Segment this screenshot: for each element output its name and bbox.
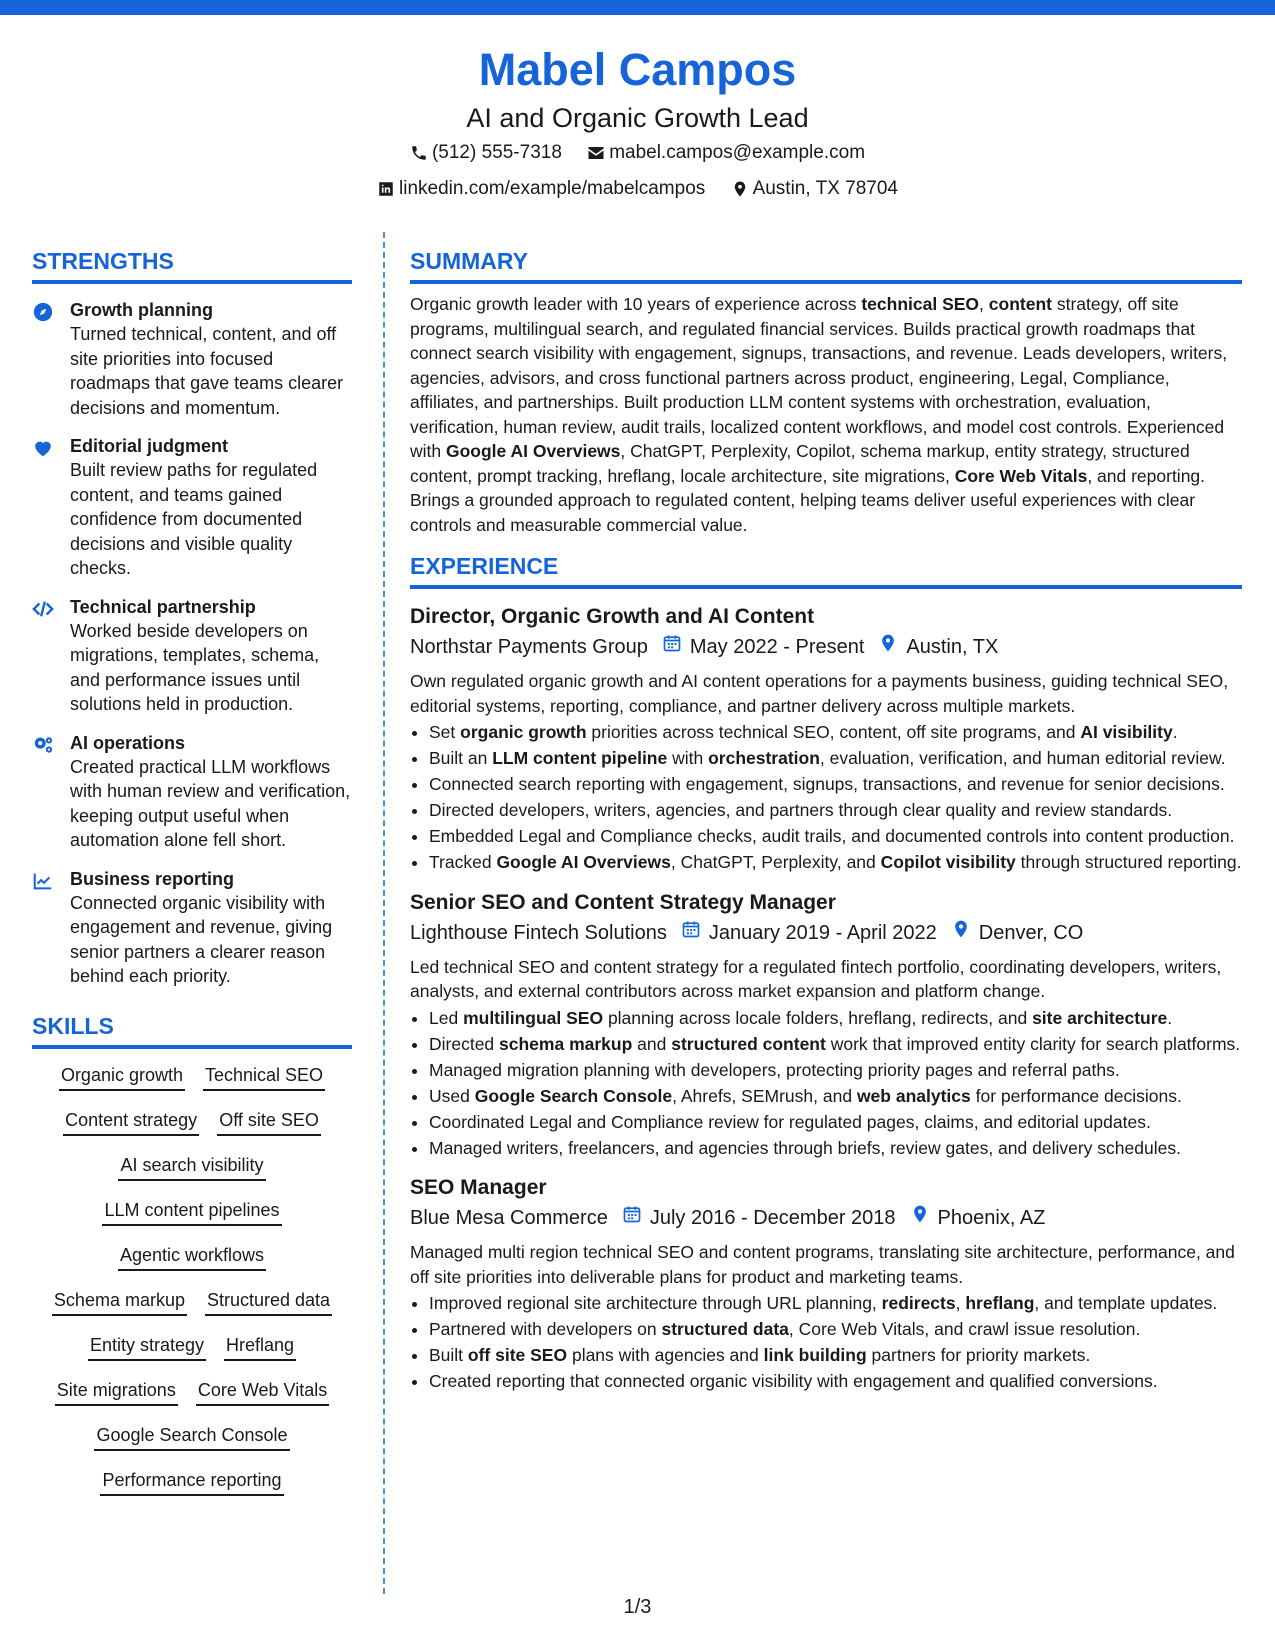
bullet-item xyxy=(429,1343,1242,1368)
bold-text: orchestration xyxy=(708,748,820,768)
job-location: Phoenix, AZ xyxy=(937,1207,1046,1229)
chart-line-icon xyxy=(32,867,70,989)
skill-row xyxy=(32,1153,352,1198)
bullet-item xyxy=(429,720,1242,745)
strength-title: Editorial judgment xyxy=(70,436,229,456)
bold-text: redirects xyxy=(881,1293,956,1313)
gears-icon xyxy=(32,731,70,853)
text: Coordinated Legal and Compliance review for regulated pages, claims, and editorial updates. xyxy=(429,1111,1151,1132)
resume-header xyxy=(0,40,1275,208)
bold-text: schema markup xyxy=(499,1033,633,1054)
skill-row xyxy=(32,1423,352,1468)
map-pin-icon xyxy=(937,919,979,947)
skill-tag: AI search visibility xyxy=(118,1153,265,1181)
text: Partnered with developers on xyxy=(429,1319,662,1339)
phone-text: (512) 555-7318 xyxy=(431,142,562,163)
text: , Ahrefs, SEMrush, and xyxy=(672,1085,857,1106)
text: Used xyxy=(429,1085,475,1106)
skill-tag: LLM content pipelines xyxy=(102,1198,281,1226)
text: Managed writers, freelancers, and agencies through briefs, review gates, and delivery schedules. xyxy=(429,1137,1181,1158)
phone-icon xyxy=(410,144,428,162)
phone-contact[interactable] xyxy=(410,138,562,168)
bold-text: technical SEO xyxy=(861,294,980,314)
bullet-item xyxy=(429,824,1242,849)
company-name: Lighthouse Fintech Solutions xyxy=(410,921,667,944)
job-meta xyxy=(410,633,1242,661)
page-number: 1/3 xyxy=(623,1596,652,1618)
bullet-item xyxy=(429,1136,1242,1161)
strength-item xyxy=(32,298,352,420)
bullet-item xyxy=(429,772,1242,797)
bullet-item xyxy=(429,746,1242,771)
compass-icon xyxy=(32,298,70,420)
job-meta xyxy=(410,919,1242,947)
skill-tag: Google Search Console xyxy=(94,1423,289,1451)
map-pin-icon xyxy=(896,1204,938,1232)
bold-text: organic growth xyxy=(460,722,587,742)
bold-text: AI visibility xyxy=(1080,722,1173,742)
text: , evaluation, verification, and human editorial review. xyxy=(819,748,1226,768)
email-text: mabel.campos@example.com xyxy=(609,142,866,163)
company-name: Northstar Payments Group xyxy=(410,636,648,658)
strength-item xyxy=(32,867,352,989)
bold-text: off site SEO xyxy=(467,1345,568,1365)
strengths-list xyxy=(32,298,352,989)
bullet-item xyxy=(429,1110,1242,1135)
text: Improved regional site architecture through URL planning, xyxy=(429,1293,882,1313)
skill-row xyxy=(32,1333,352,1378)
text: Built an xyxy=(429,748,493,768)
strength-body xyxy=(70,298,352,420)
skills-heading: SKILLS xyxy=(32,1011,352,1049)
text: Managed migration planning with developers, protecting priority pages and referral paths. xyxy=(429,1059,1120,1080)
text: Directed developers, writers, agencies, and partners through clear quality and review standards. xyxy=(429,800,1173,820)
bold-text: Copilot visibility xyxy=(880,852,1016,872)
text: , ChatGPT, Perplexity, and xyxy=(670,852,881,872)
code-icon xyxy=(32,595,70,717)
text: . xyxy=(1167,1007,1173,1028)
bullet-item xyxy=(429,1369,1242,1394)
job-intro: Managed multi region technical SEO and content programs, translating site architecture, performance, and off site priorities into deliverable plans for product and marketing teams. xyxy=(410,1242,1235,1287)
strength-title: Business reporting xyxy=(70,868,235,889)
bold-text: Google AI Overviews xyxy=(496,852,671,872)
calendar-icon xyxy=(648,633,690,661)
skill-tag: Structured data xyxy=(205,1288,332,1316)
skill-row xyxy=(32,1288,352,1333)
text: through structured reporting. xyxy=(1015,852,1242,872)
strength-body xyxy=(70,434,352,581)
strength-item xyxy=(32,434,352,581)
text: Created reporting that connected organic visibility with engagement and qualified conversions. xyxy=(429,1371,1158,1391)
bold-text: structured data xyxy=(661,1319,789,1339)
strength-title: AI operations xyxy=(70,732,186,753)
company-name: Blue Mesa Commerce xyxy=(410,1207,608,1229)
skill-tag: Agentic workflows xyxy=(118,1243,266,1271)
job-bullets xyxy=(410,1291,1242,1394)
heart-icon xyxy=(32,434,70,581)
bold-text: site architecture xyxy=(1032,1007,1168,1028)
email-contact[interactable] xyxy=(587,138,865,168)
map-pin-icon xyxy=(731,180,749,198)
job-entry xyxy=(410,603,1242,875)
bullet-item xyxy=(429,1291,1242,1316)
strength-body xyxy=(70,731,352,853)
job-title: Director, Organic Growth and AI Content xyxy=(410,605,815,628)
bold-text: multilingual SEO xyxy=(463,1007,604,1028)
bullet-item xyxy=(429,1006,1242,1031)
skill-row xyxy=(32,1378,352,1423)
candidate-role: AI and Organic Growth Lead xyxy=(466,103,809,133)
strength-title: Growth planning xyxy=(70,300,213,320)
skill-tag: Entity strategy xyxy=(88,1333,206,1361)
skill-tag: Organic growth xyxy=(59,1063,185,1091)
text: with xyxy=(667,748,709,768)
experience-list xyxy=(410,603,1242,1394)
job-title: SEO Manager xyxy=(410,1176,547,1199)
strength-item xyxy=(32,595,352,717)
job-entry xyxy=(410,889,1242,1161)
text: , ChatGPT, Perplexity, Copilot, schema markup, entity strategy, structured content, prompt tracking, hreflang, locale architecture, site migrations, xyxy=(410,441,1190,486)
strengths-heading: STRENGTHS xyxy=(32,246,352,284)
skill-row xyxy=(32,1243,352,1288)
skill-tag: Content strategy xyxy=(63,1108,199,1136)
job-bullets xyxy=(410,1006,1242,1161)
bullet-item xyxy=(429,798,1242,823)
location-contact xyxy=(731,174,898,204)
linkedin-text: linkedin.com/example/mabelcampos xyxy=(399,178,706,199)
text: Directed xyxy=(429,1033,500,1054)
job-location: Austin, TX xyxy=(906,636,999,658)
strength-body xyxy=(70,867,352,989)
bold-text: link building xyxy=(763,1345,867,1365)
text: priorities across technical SEO, content, off site programs, and xyxy=(586,722,1081,742)
map-pin-icon xyxy=(864,633,906,661)
skill-row xyxy=(32,1063,352,1108)
text: Built xyxy=(429,1345,468,1365)
job-location: Denver, CO xyxy=(978,921,1084,944)
job-dates: July 2016 - December 2018 xyxy=(649,1207,896,1229)
job-entry xyxy=(410,1174,1242,1394)
right-column xyxy=(410,246,1242,1394)
bullet-item xyxy=(429,1317,1242,1342)
skill-tag: Hreflang xyxy=(224,1333,296,1361)
text: and xyxy=(632,1033,672,1054)
bold-text: Google Search Console xyxy=(474,1085,673,1106)
bold-text: Google AI Overviews xyxy=(445,441,621,461)
linkedin-contact[interactable] xyxy=(377,174,705,204)
bold-text: structured content xyxy=(671,1033,826,1054)
calendar-icon xyxy=(667,919,709,947)
strength-item xyxy=(32,731,352,853)
skill-tag: Schema markup xyxy=(52,1288,187,1316)
text: , xyxy=(979,294,989,314)
skill-row xyxy=(32,1198,352,1243)
text: Led xyxy=(429,1007,464,1028)
candidate-name: Mabel Campos xyxy=(478,44,797,95)
calendar-icon xyxy=(608,1204,650,1232)
strength-desc: Turned technical, content, and off site priorities into focused roadmaps that gave teams clearer decisions and momentum. xyxy=(70,324,344,418)
skill-tag: Performance reporting xyxy=(100,1468,283,1496)
bullet-item xyxy=(429,1084,1242,1109)
bold-text: web analytics xyxy=(856,1085,971,1106)
summary-text xyxy=(410,292,1242,537)
strength-title: Technical partnership xyxy=(70,596,256,617)
bullet-item xyxy=(429,1032,1242,1057)
job-intro: Own regulated organic growth and AI content operations for a payments business, guiding technical SEO, editorial systems, reporting, compliance, and partner delivery across multiple markets. xyxy=(410,671,1229,716)
text: , Core Web Vitals, and crawl issue resolution. xyxy=(788,1319,1141,1339)
linkedin-icon xyxy=(377,180,395,198)
text: plans with agencies and xyxy=(567,1345,764,1365)
strength-body xyxy=(70,595,352,717)
contact-row-2 xyxy=(0,174,1275,208)
job-bullets xyxy=(410,720,1242,875)
bold-text: hreflang xyxy=(965,1293,1035,1313)
text: . xyxy=(1172,722,1178,742)
text: partners for priority markets. xyxy=(866,1345,1091,1365)
text: planning across locale folders, hreflang, redirects, and xyxy=(603,1007,1033,1028)
text: , xyxy=(955,1293,966,1313)
experience-heading: EXPERIENCE xyxy=(410,551,1242,589)
text: for performance decisions. xyxy=(970,1085,1182,1106)
bold-text: Core Web Vitals xyxy=(954,465,1088,486)
column-divider xyxy=(383,232,385,1594)
left-column xyxy=(32,246,352,1513)
text: Tracked xyxy=(429,852,497,872)
strength-desc: Connected organic visibility with engagement and revenue, giving senior partners a clearer reason behind each priority. xyxy=(70,892,333,986)
text: Organic growth leader with 10 years of experience across xyxy=(410,294,862,314)
strength-desc: Built review paths for regulated content, and teams gained confidence from documented decisions and visible quality checks. xyxy=(70,460,318,578)
strength-desc: Worked beside developers on migrations, templates, schema, and performance issues until solutions held in production. xyxy=(70,620,320,714)
skill-tag: Site migrations xyxy=(55,1378,178,1406)
job-meta xyxy=(410,1204,1242,1232)
skill-tag: Off site SEO xyxy=(217,1108,321,1136)
text: Connected search reporting with engagement, signups, transactions, and revenue for senior decisions. xyxy=(429,774,1225,794)
location-text: Austin, TX 78704 xyxy=(752,178,898,199)
skill-tag: Technical SEO xyxy=(203,1063,325,1091)
job-title: Senior SEO and Content Strategy Manager xyxy=(410,890,836,914)
text: , and template updates. xyxy=(1034,1293,1218,1313)
text: , and reporting. Brings a grounded approach to regulated content, helping teams deliver useful experiences with clear controls and measurable commercial value. xyxy=(410,465,1206,535)
job-intro: Led technical SEO and content strategy for a regulated fintech portfolio, coordinating developers, writers, analysts, and external contributors across market expansion and platform change. xyxy=(410,956,1222,1001)
text: Set xyxy=(429,722,461,742)
bold-text: LLM content pipeline xyxy=(492,748,668,768)
contact-row-1 xyxy=(0,138,1275,172)
strength-desc: Created practical LLM workflows with human review and verification, keeping output useful when automation alone fell short. xyxy=(70,756,351,850)
skill-row xyxy=(32,1468,352,1513)
bold-text: content xyxy=(988,294,1052,314)
job-dates: January 2019 - April 2022 xyxy=(708,921,937,944)
skills-list xyxy=(32,1063,352,1513)
text: Embedded Legal and Compliance checks, audit trails, and documented controls into content production. xyxy=(429,826,1235,846)
text: strategy, off site programs, multilingual search, and regulated financial services. Builds practical growth roadmaps that connect search visibility with engagement, signups, transactions, and revenue. Leads developers, writers, agencies, advisors, and cross functional partners across product, engineering, Legal, Compliance, affiliates, and partnerships. Built production LLM content systems with orchestration, evaluation, verification, human review, audit trails, localized content workflows, and model cost controls. Experienced with xyxy=(410,294,1228,461)
bullet-item xyxy=(429,850,1242,875)
job-dates: May 2022 - Present xyxy=(689,636,865,658)
skill-tag: Core Web Vitals xyxy=(196,1378,329,1406)
top-accent-bar xyxy=(0,0,1275,15)
skill-row xyxy=(32,1108,352,1153)
envelope-icon xyxy=(587,144,605,162)
text: work that improved entity clarity for search platforms. xyxy=(825,1033,1241,1054)
bullet-item xyxy=(429,1058,1242,1083)
summary-heading: SUMMARY xyxy=(410,246,1242,284)
